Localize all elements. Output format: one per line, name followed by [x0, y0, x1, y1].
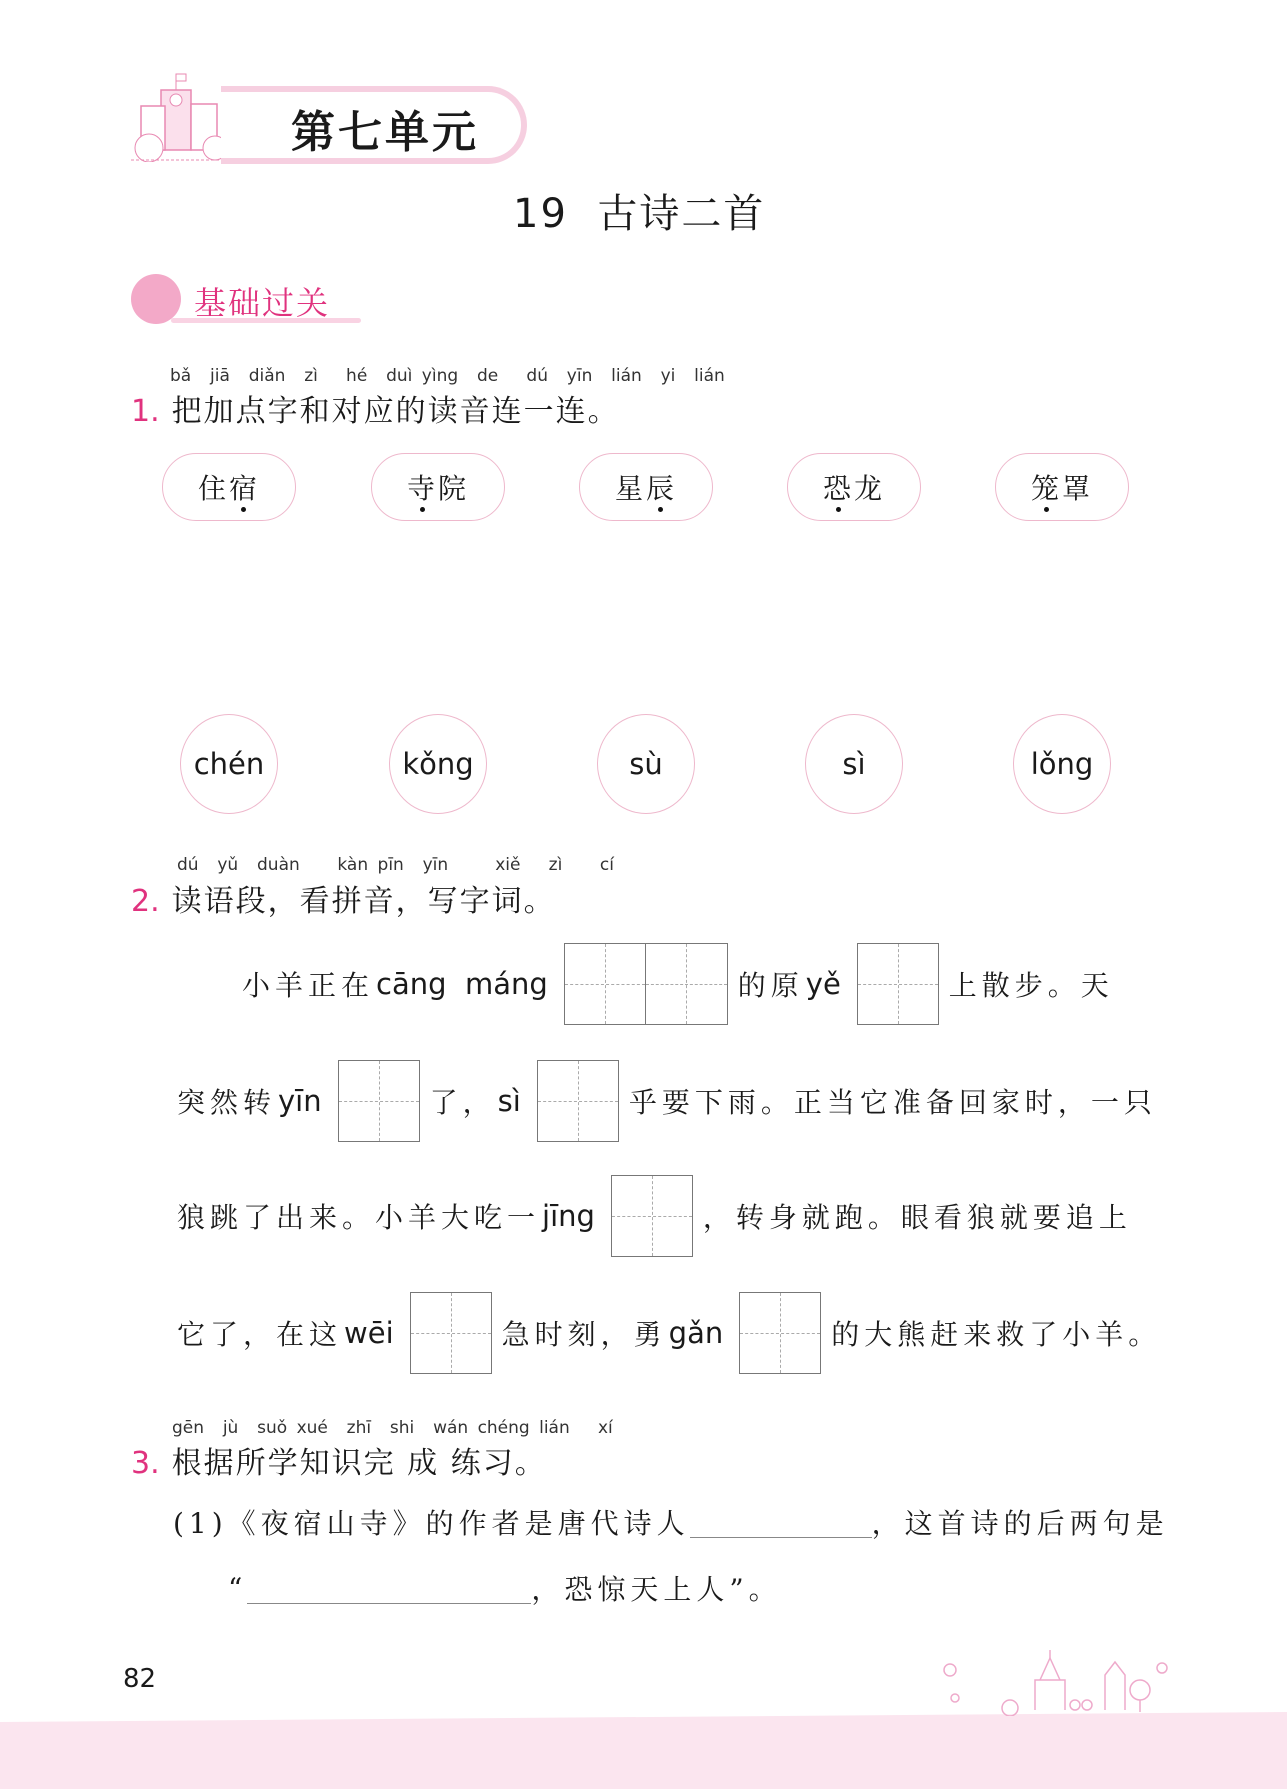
paragraph-text: 狼跳了出来。小羊大吃一 — [177, 1201, 541, 1234]
q3-item1-part3: ，恐惊天上人”。 — [531, 1573, 782, 1606]
writing-box[interactable] — [410, 1292, 492, 1374]
reading-text: lǒng — [1030, 747, 1094, 781]
reading-oval[interactable] — [597, 714, 695, 814]
word-text: 星辰 — [614, 472, 677, 505]
unit-banner — [131, 82, 531, 160]
writing-box[interactable] — [857, 943, 939, 1025]
q2-heading — [131, 876, 556, 920]
q1-text: 把加点字和对应的读音连一连。 — [171, 394, 620, 429]
unit-title: 第七单元 — [291, 107, 479, 158]
paragraph-text: 了， — [429, 1086, 496, 1119]
poem-line-answer-blank[interactable] — [247, 1573, 531, 1604]
section-badge — [131, 272, 371, 328]
word-text: 寺院 — [406, 472, 469, 505]
footer-band — [0, 1712, 1287, 1789]
writing-box[interactable] — [611, 1175, 693, 1257]
pinyin-hint: wēi — [344, 1316, 394, 1350]
writing-box[interactable] — [338, 1060, 420, 1142]
writing-box[interactable] — [739, 1292, 821, 1374]
paragraph-line — [177, 1292, 1161, 1374]
paragraph-line — [177, 1175, 1132, 1257]
emphasis-dot — [836, 507, 841, 512]
paragraph-text: 上散步。天 — [948, 969, 1114, 1002]
paragraph-text: 乎要下雨。正当它准备回家时，一只 — [628, 1086, 1157, 1119]
word-text: 笼罩 — [1030, 472, 1093, 505]
lesson-title: 19 古诗二首 — [513, 191, 766, 237]
emphasis-dot — [1044, 507, 1049, 512]
reading-text: kǒng — [402, 747, 474, 781]
pinyin-hint: jīng — [542, 1199, 595, 1233]
word-text: 恐龙 — [822, 472, 885, 505]
reading-oval[interactable] — [805, 714, 903, 814]
student-avatar-icon — [131, 274, 181, 324]
pinyin-hint: yīn — [278, 1084, 322, 1118]
pinyin-hint: cāng máng — [376, 967, 548, 1001]
quote-open: “ — [228, 1571, 248, 1605]
word-text: 住宿 — [197, 472, 260, 505]
paragraph-text: 的大熊赶来救了小羊。 — [831, 1318, 1162, 1351]
emphasis-dot — [241, 507, 246, 512]
page-number: 82 — [123, 1664, 157, 1694]
castle-decoration-icon — [940, 1650, 1170, 1716]
paragraph-line — [242, 943, 1114, 1025]
word-cloud[interactable] — [995, 453, 1129, 521]
q3-item1-line2 — [228, 1568, 782, 1608]
reading-text: chén — [193, 747, 265, 781]
paragraph-text: 突然转 — [177, 1086, 277, 1119]
reading-oval[interactable] — [389, 714, 487, 814]
section-label: 基础过关 — [194, 284, 331, 322]
pinyin-hint: gǎn — [668, 1316, 724, 1350]
q2-number: 2. — [131, 884, 160, 919]
paragraph-text: 急时刻，勇 — [501, 1318, 667, 1351]
q2-pinyin: dú yǔ duàn kàn pīn yīn xiě zì cí — [177, 855, 614, 875]
pinyin-hint: sì — [497, 1084, 521, 1118]
paragraph-text: 它了，在这 — [177, 1318, 343, 1351]
emphasis-dot — [420, 507, 425, 512]
reading-oval[interactable] — [1013, 714, 1111, 814]
q2-text: 读语段，看拼音，写字词。 — [171, 884, 556, 919]
paragraph-text: 的原 — [737, 969, 804, 1002]
q3-item1-part2: ，这首诗的后两句是 — [871, 1507, 1169, 1540]
paragraph-line — [177, 1060, 1157, 1142]
pinyin-hint: yě — [805, 967, 841, 1001]
word-cloud[interactable] — [579, 453, 713, 521]
reading-text: sì — [842, 747, 866, 781]
q3-number: 3. — [131, 1446, 160, 1481]
emphasis-dot — [658, 507, 663, 512]
reading-text: sù — [629, 747, 663, 781]
poet-answer-blank[interactable] — [690, 1507, 872, 1538]
paragraph-text: ，转身就跑。眼看狼就要追上 — [702, 1201, 1132, 1234]
word-cloud[interactable] — [162, 453, 296, 521]
word-cloud[interactable] — [787, 453, 921, 521]
paragraph-text: 小羊正在 — [242, 969, 375, 1002]
q1-pinyin: bǎ jiā diǎn zì hé duì yìng de dú yīn lián yi lián — [170, 366, 725, 386]
q3-heading — [131, 1438, 547, 1482]
writing-box[interactable] — [646, 943, 728, 1025]
word-cloud[interactable] — [371, 453, 505, 521]
writing-box[interactable] — [537, 1060, 619, 1142]
reading-oval[interactable] — [180, 714, 278, 814]
q1-number: 1. — [131, 394, 160, 429]
q1-heading — [131, 386, 620, 430]
q3-item1-line1 — [173, 1502, 1169, 1542]
q3-text: 根据所学知识完 成 练习。 — [171, 1446, 547, 1481]
q3-pinyin: gēn jù suǒ xué zhī shi wán chéng lián xí — [172, 1418, 613, 1438]
writing-box[interactable] — [564, 943, 646, 1025]
q3-item1-part1: (1)《夜宿山寺》的作者是唐代诗人 — [173, 1507, 690, 1540]
